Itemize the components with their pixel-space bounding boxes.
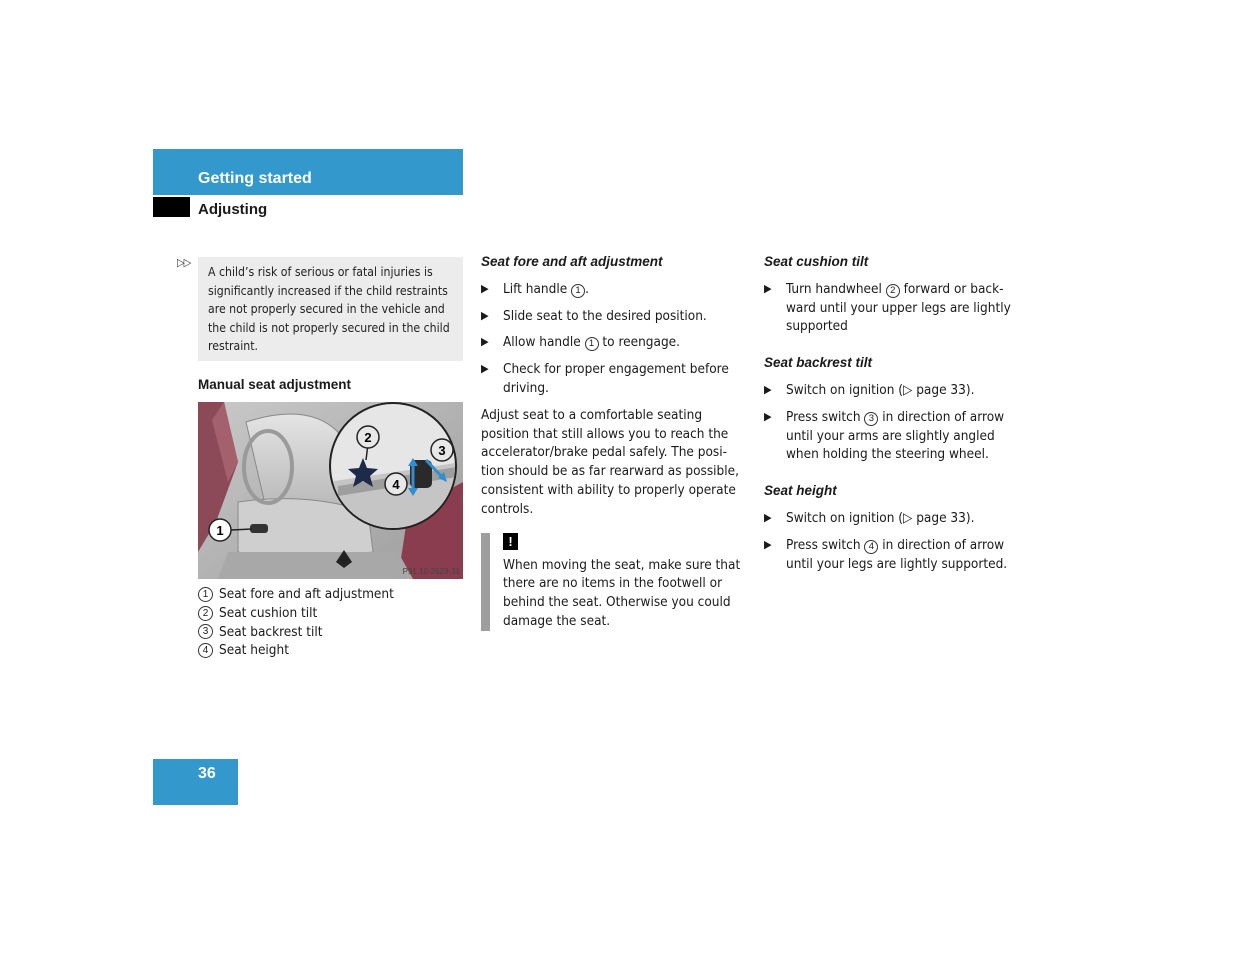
legend-item	[198, 604, 463, 623]
instruction-step	[764, 408, 1024, 464]
step-text	[786, 280, 1024, 336]
legend-number: 1	[198, 587, 213, 602]
instruction-step	[764, 280, 1024, 336]
bullet-arrow-icon: ▶	[481, 281, 489, 295]
instruction-step	[481, 307, 746, 326]
callout-reference: 3	[864, 412, 878, 426]
step-text	[503, 333, 680, 352]
section-title: Adjusting	[198, 201, 268, 218]
chapter-title: Getting started	[198, 170, 312, 187]
bullet-arrow-icon: ▶	[481, 308, 489, 322]
subsection-heading: Seat backrest tilt	[764, 355, 873, 371]
manual-seat-adjustment-heading: Manual seat adjustment	[198, 377, 352, 392]
seating-position-paragraph: Adjust seat to a comfortable seating position that still allows you to reach the accelerator/brake pedal safely. The posi-tion should be as far rearward as possible, consistent with ability to properly operate controls.	[481, 406, 739, 517]
note-text: When moving the seat, make sure that there are no items in the footwell or behind the seat. Otherwise you could damage the seat.	[503, 556, 741, 629]
step-text-part: Slide seat to the desired position.	[503, 307, 707, 324]
continued-marker: ▷▷	[177, 256, 191, 269]
legend-label: Seat backrest tilt	[219, 623, 323, 640]
step-text	[786, 408, 1024, 464]
instruction-step	[764, 381, 1024, 400]
seat-caution-note	[481, 533, 746, 631]
step-text-part: .	[585, 280, 589, 297]
instruction-step	[764, 536, 1024, 574]
step-text	[503, 360, 746, 398]
bullet-arrow-icon: ▶	[481, 362, 489, 376]
legend-number: 4	[198, 643, 213, 658]
subsection-heading: Seat height	[764, 483, 837, 499]
page-number-box	[153, 759, 238, 805]
child-safety-warning-box	[198, 257, 463, 361]
step-text-part: in direction of arrow until your arms are slightly angled when holding the steering wheel.	[786, 408, 1005, 463]
legend-label: Seat cushion tilt	[219, 604, 318, 621]
instruction-step	[481, 280, 746, 299]
callout-3-label: 3	[438, 443, 446, 458]
step-text	[786, 381, 974, 400]
step-text-part: Check for proper engagement before driving.	[503, 361, 729, 396]
figure-legend	[198, 585, 463, 660]
instruction-step	[764, 509, 1024, 528]
subsection-heading: Seat cushion tilt	[764, 254, 869, 269]
legend-item	[198, 585, 463, 604]
legend-number: 3	[198, 624, 213, 639]
step-text	[503, 280, 589, 299]
bullet-arrow-icon: ▶	[481, 335, 489, 349]
step-text-part: Turn handwheel	[786, 280, 886, 297]
legend-item	[198, 641, 463, 660]
bullet-arrow-icon: ▶	[764, 510, 772, 524]
bullet-arrow-icon: ▶	[764, 409, 772, 423]
callout-reference: 1	[585, 337, 599, 351]
step-text-part: to reengage.	[598, 334, 680, 351]
step-text	[786, 509, 974, 528]
right-column	[764, 253, 1024, 581]
fore-aft-steps	[481, 280, 746, 398]
step-text-part: Switch on ignition (▷ page 33).	[786, 509, 975, 526]
step-text-part: Press switch	[786, 536, 865, 553]
bullet-arrow-icon: ▶	[764, 537, 772, 551]
figure-code: P91.10-2623-31	[402, 567, 460, 576]
step-text	[503, 307, 707, 326]
callout-reference: 4	[864, 540, 878, 554]
seat-illustration	[198, 402, 463, 579]
legend-number: 2	[198, 606, 213, 621]
legend-label: Seat height	[219, 642, 289, 659]
callout-reference: 2	[886, 284, 900, 298]
step-text-part: Lift handle	[503, 280, 572, 297]
step-text-part: Allow handle	[503, 334, 585, 351]
callout-2-label: 2	[364, 430, 372, 445]
instruction-step	[481, 333, 746, 352]
callout-reference: 1	[571, 284, 585, 298]
instruction-step	[481, 360, 746, 398]
exclamation-icon: !	[503, 533, 518, 550]
seat-adjustment-figure	[198, 402, 463, 579]
callout-4-label: 4	[392, 477, 400, 492]
section-marker-block	[153, 197, 190, 217]
step-text-part: Switch on ignition (▷ page 33).	[786, 381, 975, 398]
bullet-arrow-icon: ▶	[764, 281, 772, 295]
fore-aft-heading: Seat fore and aft adjustment	[481, 254, 663, 269]
callout-1-label: 1	[216, 523, 224, 538]
step-text-part: forward or back-ward until your upper legs are lightly supported	[786, 280, 1011, 335]
legend-label: Seat fore and aft adjustment	[219, 586, 394, 602]
step-text-part: in direction of arrow until your legs are lightly supported.	[786, 536, 1008, 572]
step-text	[786, 536, 1024, 574]
step-text-part: Press switch	[786, 408, 865, 425]
legend-item	[198, 623, 463, 642]
bullet-arrow-icon: ▶	[764, 382, 772, 396]
warning-text: A child’s risk of serious or fatal injuries is significantly increased if the child restraints are not properly secured in the vehicle and the child is not properly secured in the child restraint.	[208, 265, 450, 354]
page-number: 36	[198, 765, 216, 782]
middle-column	[481, 253, 746, 631]
